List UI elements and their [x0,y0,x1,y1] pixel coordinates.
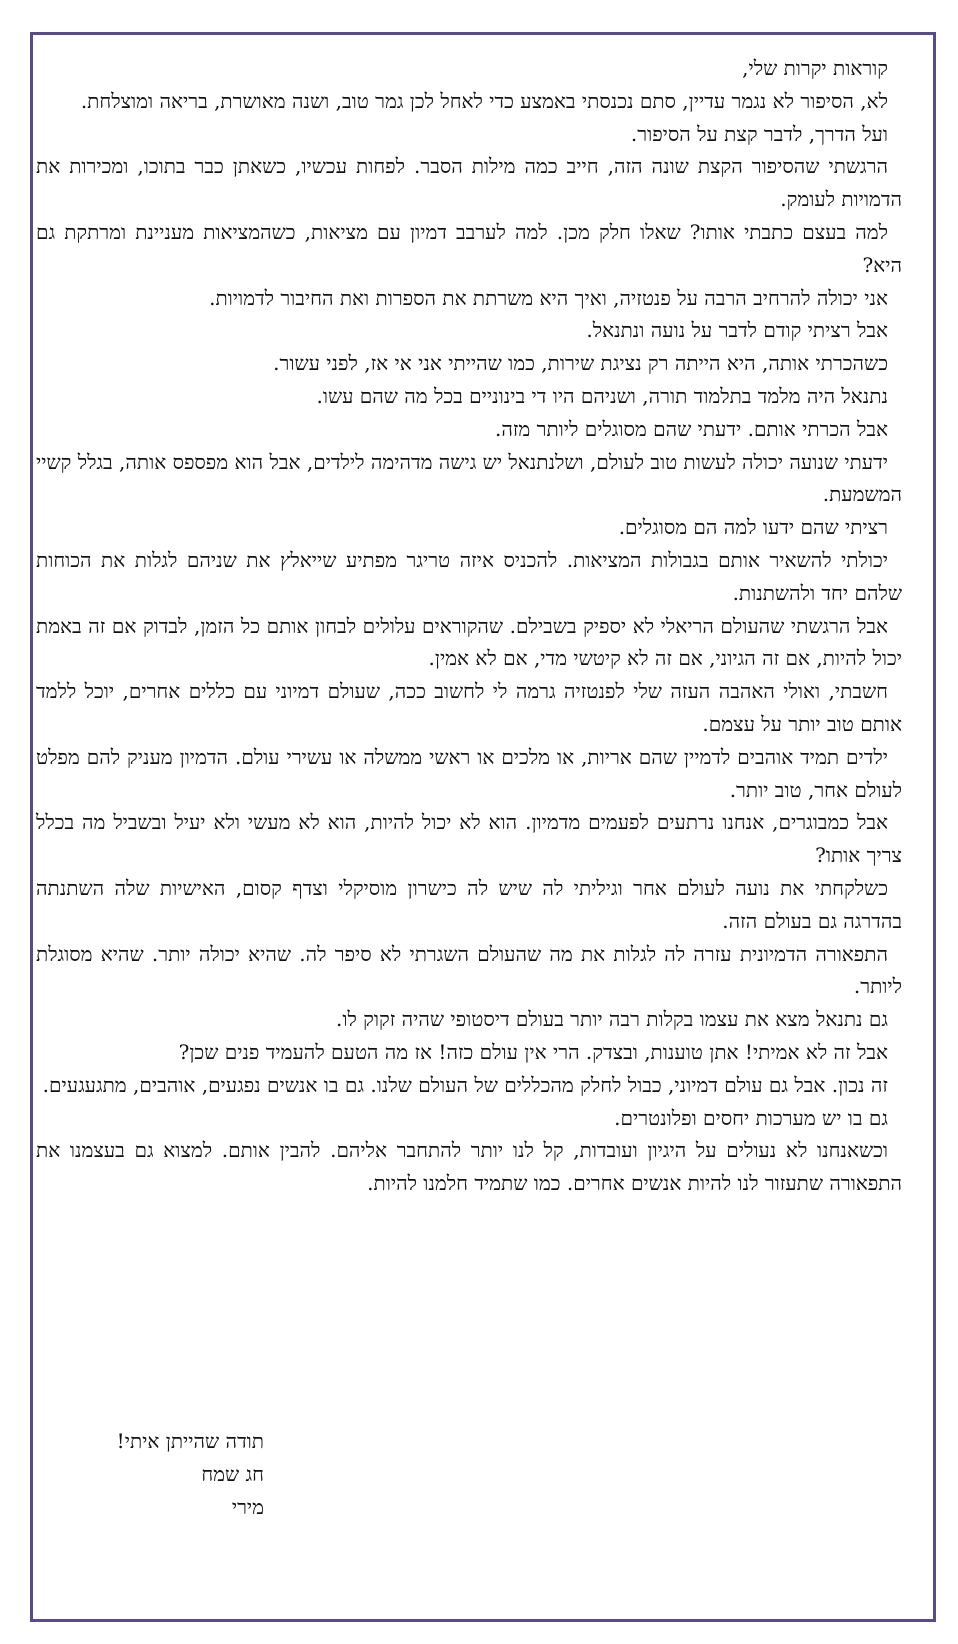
letter-paragraph: רציתי שהם ידעו למה הם מסוגלים. [618,515,888,540]
letter-paragraph: אבל הרגשתי שהעולם הריאלי לא יספיק בשבילם. שהקוראים עלולים לבחון אותם כל הזמן, לבדוק אם זה באמת יכול להיות, אם זה הגיוני, אם זה לא קיטשי מדי, אם לא אמין. [36,613,902,671]
letter-paragraph: כשהכרתי אותה, היא הייתה רק נציגת שירות, כמו שהייתי אני אי אז, לפני עשור. [273,351,888,376]
letter-paragraph: ידעתי שנועה יכולה לעשות טוב לעולם, ושלנתנאל יש גישה מדהימה לילדים, אבל הוא מפספס אותה, בגלל קשיי המשמעת. [36,449,902,507]
letter-closing [117,1425,264,1523]
letter-paragraph: כשלקחתי את נועה לעולם אחר וגיליתי לה שיש לה כישרון מוסיקלי וצדף קסום, האישיות שלה השתנתה בהדרגה גם בעולם הזה. [36,875,902,933]
letter-paragraph: יכולתי להשאיר אותם בגבולות המציאות. להכניס איזה טריגר מפתיע שייאלץ את שניהם לגלות את הכוחות שלהם יחד ולהשתנות. [36,547,902,605]
letter-paragraph: אני יכולה להרחיב הרבה על פנטזיה, ואיך היא משרתת את הספרות ואת החיבור לדמויות. [209,285,888,310]
letter-paragraph: זה נכון. אבל גם עולם דמיוני, כבול לחלק מהכללים של העולם שלנו. גם בו אנשים נפגעים, אוהבים, מתגעגעים. [42,1072,888,1097]
letter-paragraph: חשבתי, ואולי האהבה העזה שלי לפנטזיה גרמה לי לחשוב ככה, שעולם דמיוני עם כללים אחרים, יוכל ללמד אותם טוב יותר על עצמם. [36,679,902,736]
letter-body [36,52,902,1200]
letter-paragraph: ועל הדרך, לדבר קצת על הסיפור. [630,121,888,146]
letter-greeting: קוראות יקרות שלי, [742,56,888,80]
letter-paragraph: למה בעצם כתבתי אותו? שאלו חלק מכן. למה לערבב דמיון עם מציאות, כשהמציאות מעניינת ומרתקת גם היא? [36,219,902,277]
letter-paragraph: נתנאל היה מלמד בתלמוד תורה, ושניהם היו די בינוניים בכל מה שהם עשו. [316,383,888,408]
letter-paragraph: גם בו יש מערכות יחסים ופלונטרים. [614,1105,888,1130]
letter-paragraph: לא, הסיפור לא נגמר עדיין, סתם נכנסתי באמצע כדי לאחל לכן גמר טוב, ושנה מאושרת, בריאה ומוצלחת. [80,88,888,113]
letter-paragraph: ילדים תמיד אוהבים לדמיין שהם אריות, או מלכים או ראשי ממשלה או עשירי עולם. הדמיון מעניק להם מפלט לעולם אחר, טוב יותר. [36,744,902,802]
letter-paragraph: התפאורה הדמיונית עזרה לה לגלות את מה שהעולם השגרתי לא סיפר לה. שהיא יכולה יותר. שהיא מסוגלת ליותר. [36,941,902,999]
closing-holiday-greeting: חג שמח [201,1461,264,1486]
letter-paragraph: אבל זה לא אמיתי! אתן טוענות, ובצדק. הרי אין עולם כזה! אז מה הטעם להעמיד פנים שכן? [178,1039,888,1064]
letter-paragraph: הרגשתי שהסיפור הקצת שונה הזה, חייב כמה מילות הסבר. לפחות עכשיו, כשאתן כבר בתוכו, ומכירות את הדמויות לעומק. [36,154,902,212]
closing-thanks: תודה שהייתן איתי! [116,1429,264,1453]
letter-paragraph: וכשאנחנו לא נעולים על היגיון ועובדות, קל לנו יותר להתחבר אליהם. להבין אותם. למצוא גם בעצמנו את התפאורה שתעזור לנו להיות אנשים אחרים. כמו שתמיד חלמנו להיות. [36,1138,902,1196]
letter-paragraph: אבל הכרתי אותם. ידעתי שהם מסוגלים ליותר מזה. [494,416,888,441]
letter-paragraph: אבל כמבוגרים, אנחנו נרתעים לפעמים מדמיון. הוא לא יכול להיות, הוא לא מעשי ולא יעיל ובשביל מה בכלל צריך אותו? [36,810,902,868]
closing-signature: מירי [231,1494,264,1519]
letter-paragraph: אבל רציתי קודם לדבר על נועה ונתנאל. [586,318,888,343]
letter-paragraph: גם נתנאל מצא את עצמו בקלות רבה יותר בעולם דיסטופי שהיה זקוק לו. [335,1007,888,1032]
